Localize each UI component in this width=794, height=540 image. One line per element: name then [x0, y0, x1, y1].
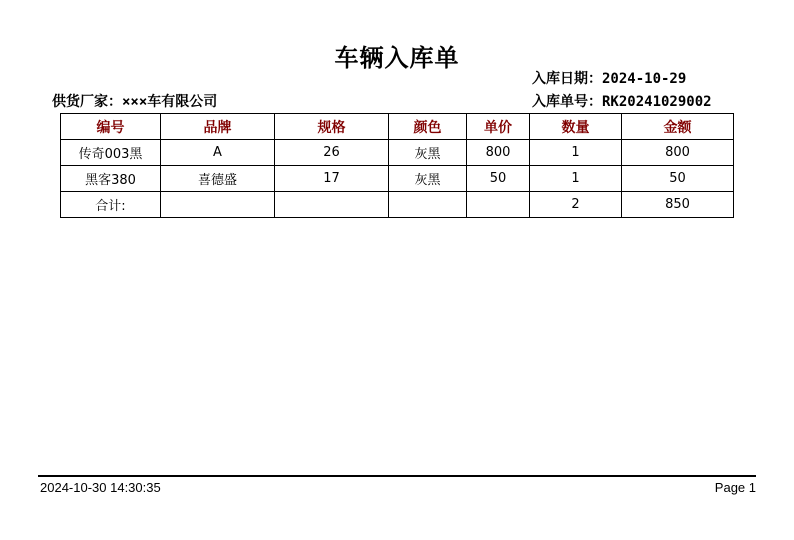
total-row	[61, 192, 734, 218]
supplier-label: 供货厂家：	[52, 94, 122, 110]
header-amount: 金额	[622, 114, 734, 140]
inbound-table	[60, 113, 734, 218]
total-brand	[161, 192, 275, 218]
table-row	[61, 166, 734, 192]
cell-unit-price: 50	[467, 166, 530, 192]
inbound-date-value: 2024-10-29	[602, 71, 687, 87]
total-spec	[275, 192, 389, 218]
cell-color: 灰黑	[389, 140, 467, 166]
cell-brand: A	[161, 140, 275, 166]
header-unit-price: 单价	[467, 114, 530, 140]
total-amount: 850	[622, 192, 734, 218]
table-header-row	[61, 114, 734, 140]
cell-amount: 50	[622, 166, 734, 192]
document-title: 车辆入库单	[334, 43, 460, 72]
inbound-date	[532, 68, 686, 88]
supplier	[52, 91, 217, 111]
total-color	[389, 192, 467, 218]
cell-spec: 17	[275, 166, 389, 192]
header-quantity: 数量	[530, 114, 622, 140]
cell-id: 传奇003黑	[61, 140, 161, 166]
cell-quantity: 1	[530, 140, 622, 166]
header-color: 颜色	[389, 114, 467, 140]
cell-unit-price: 800	[467, 140, 530, 166]
total-label: 合计:	[61, 192, 161, 218]
total-quantity: 2	[530, 192, 622, 218]
total-unit-price	[467, 192, 530, 218]
cell-brand: 喜德盛	[161, 166, 275, 192]
inbound-number-value: RK20241029002	[602, 94, 712, 110]
cell-amount: 800	[622, 140, 734, 166]
cell-color: 灰黑	[389, 166, 467, 192]
inbound-number	[532, 91, 712, 111]
cell-quantity: 1	[530, 166, 622, 192]
footer-divider	[38, 475, 756, 477]
inbound-number-label: 入库单号：	[532, 94, 602, 110]
header-spec: 规格	[275, 114, 389, 140]
print-timestamp: 2024-10-30 14:30:35	[40, 480, 161, 495]
supplier-value: ×××车有限公司	[122, 94, 218, 110]
cell-spec: 26	[275, 140, 389, 166]
header-brand: 品牌	[161, 114, 275, 140]
table-row	[61, 140, 734, 166]
page-number: Page 1	[714, 480, 756, 495]
inbound-date-label: 入库日期：	[532, 71, 602, 87]
header-id: 编号	[61, 114, 161, 140]
cell-id: 黑客380	[61, 166, 161, 192]
